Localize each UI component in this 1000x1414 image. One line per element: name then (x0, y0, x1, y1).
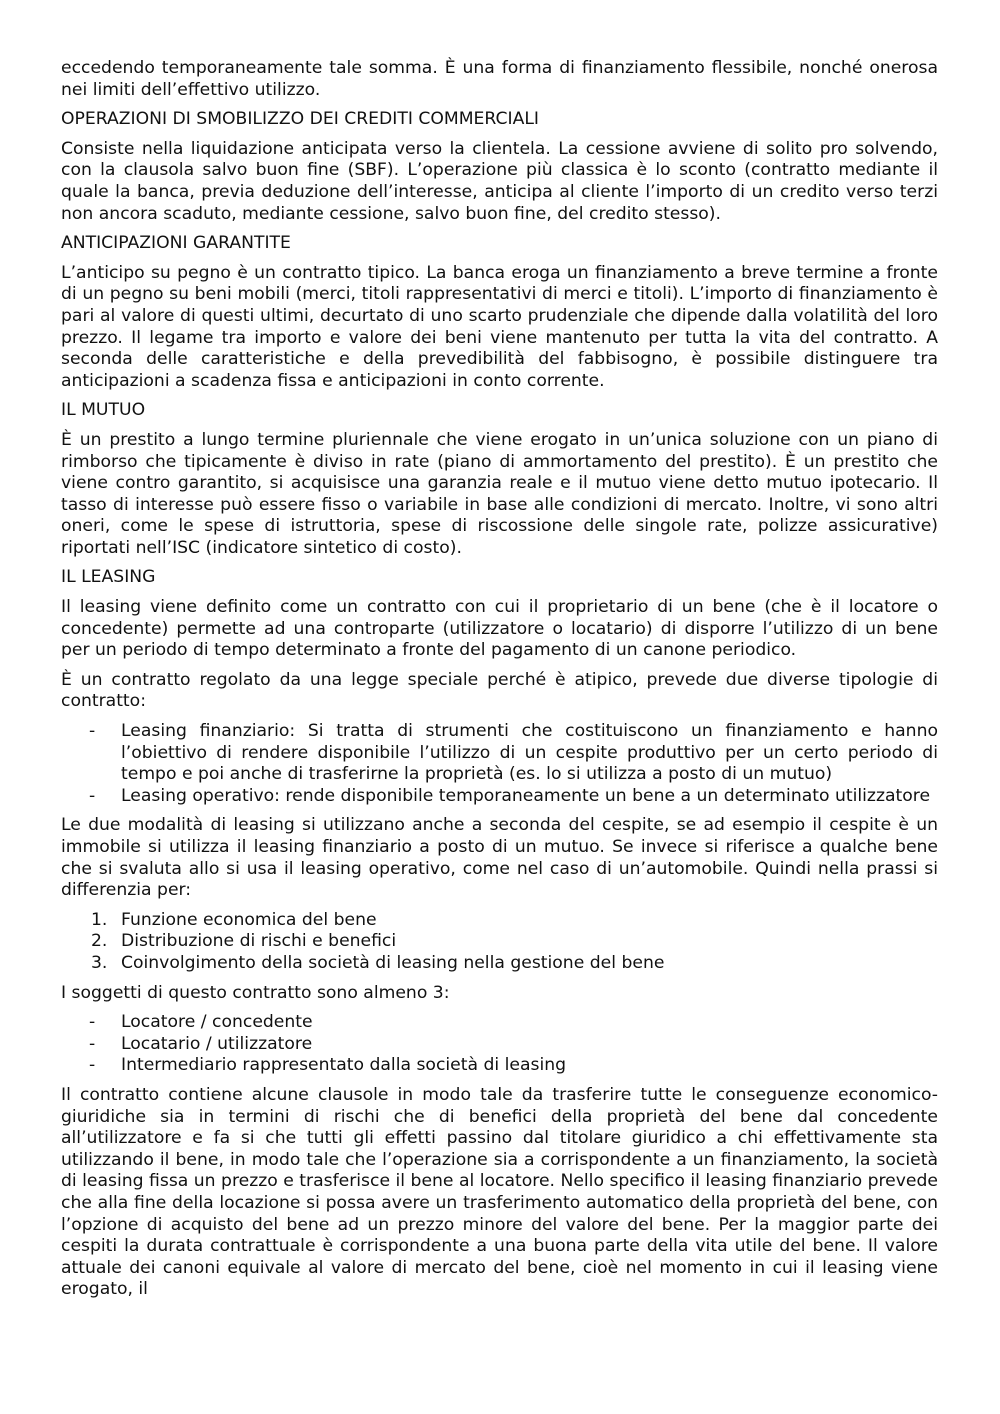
list-bullet: - (89, 1033, 96, 1054)
paragraph-leasing-definition: Il leasing viene definito come un contratto con cui il proprietario di un bene (che è il locatore o concedente) permette ad una controparte (utilizzatore o locatario) di disporre l’utilizzo di un bene per un periodo di tempo determinato a fronte del pagamento di un canone periodico. (61, 597, 938, 661)
leasing-types-list (61, 721, 938, 807)
heading-leasing: IL LEASING (61, 567, 156, 588)
paragraph-anticipazioni: L’anticipo su pegno è un contratto tipico. La banca eroga un finanziamento a breve termine a fronte di un pegno su beni mobili (merci, titoli rappresentativi di merci e titoli). L’importo di finanziamento è pari al valore di questi ultimi, decurtato di uno scarto prudenziale che dipende dalla volatilità del loro prezzo. Il legame tra importo e valore dei beni viene mantenuto per tutta la vita del contratto. A seconda delle caratteristiche e della prevedibilità del fabbisogno, è possibile distinguere tra anticipazioni a scadenza fissa e anticipazioni in conto corrente. (61, 262, 938, 391)
list-item (61, 1055, 938, 1077)
list-number: 3. (91, 952, 108, 973)
list-item-text: Distribuzione di rischi e benefici (121, 931, 397, 952)
list-item (61, 953, 938, 975)
paragraph-mutuo: È un prestito a lungo termine pluriennale che viene erogato in un’unica soluzione con un piano di rimborso che tipicamente è diviso in rate (piano di ammortamento del prestito). È un prestito che viene contro garantito, si acquisisce una garanzia reale e il mutuo viene detto mutuo ipotecario. Il tasso di interesse può essere fisso o variabile in base alle condizioni di mercato. Inoltre, vi sono altri oneri, come le spese di istruttoria, spese di riscossione delle singole rate, polizze assicurative) riportati nell’ISC (indicatore sintetico di costo). (61, 429, 938, 558)
list-item-text: Leasing operativo: rende disponibile temporaneamente un bene a un determinato utilizzatore (121, 785, 931, 806)
list-item (61, 786, 938, 808)
list-bullet: - (89, 1055, 96, 1076)
heading-mutuo: IL MUTUO (61, 400, 146, 421)
list-bullet: - (89, 785, 96, 806)
intro-paragraph: eccedendo temporaneamente tale somma. È una forma di finanziamento flessibile, nonché onerosa nei limiti dell’effettivo utilizzo. (61, 58, 938, 100)
leasing-parties-list (61, 1012, 938, 1077)
list-item-text: Intermediario rappresentato dalla società di leasing (121, 1055, 567, 1076)
paragraph-leasing-types-intro: È un contratto regolato da una legge speciale perché è atipico, prevede due diverse tipologie di contratto: (61, 669, 938, 712)
heading-smobilizzo: OPERAZIONI DI SMOBILIZZO DEI CREDITI COMMERCIALI (61, 109, 539, 130)
list-item-text: Funzione economica del bene (121, 909, 377, 930)
list-item-text: Locatore / concedente (121, 1012, 313, 1033)
paragraph-smobilizzo: Consiste nella liquidazione anticipata verso la clientela. La cessione avviene di solito pro solvendo, con la clausola salvo buon fine (SBF). L’operazione più classica è lo sconto (contratto mediante il quale la banca, previa deduzione dell’interesse, anticipa al cliente l’importo di un credito verso terzi non ancora scaduto, mediante cessione, salvo buon fine, del credito stesso). (61, 138, 938, 224)
heading-anticipazioni: ANTICIPAZIONI GARANTITE (61, 233, 291, 254)
list-item-text: Leasing finanziario: Si tratta di strumenti che costituiscono un finanziamento e hanno l’obiettivo di rendere disponibile l’utilizzo di un cespite produttivo per un certo periodo di tempo e poi anche di trasferirne la proprietà (es. lo si utilizza a posto di un mutuo) (121, 721, 938, 785)
list-item-text: Coinvolgimento della società di leasing nella gestione del bene (121, 952, 665, 973)
list-bullet: - (89, 1012, 96, 1033)
list-item (61, 1034, 938, 1056)
list-number: 2. (91, 931, 108, 952)
leasing-criteria-list (61, 910, 938, 975)
list-bullet: - (89, 721, 96, 742)
paragraph-leasing-clauses: Il contratto contiene alcune clausole in modo tale da trasferire tutte le conseguenze economico-giuridiche sia in termini di rischi che di benefici della proprietà del bene dal concedente all’utilizzatore e fa si che tutti gli effetti passino dal titolare giuridico a chi effettivamente sta utilizzando il bene, in modo tale che l’operazione sia a corrispondente a un finanziamento, la società di leasing fissa un prezzo e trasferisce il bene al locatore. Nello specifico il leasing finanziario prevede che alla fine della locazione si possa avere un trasferimento automatico della proprietà del bene, con l’opzione di acquisto del bene ad un prezzo minore del valore del bene. Per la maggior parte dei cespiti la durata contrattuale è corrispondente a una buona parte della vita utile del bene. Il valore attuale dei canoni equivale al valore di mercato del bene, cioè nel momento in cui il leasing viene erogato, il (61, 1084, 938, 1300)
list-item (61, 1012, 938, 1034)
paragraph-leasing-usage: Le due modalità di leasing si utilizzano anche a seconda del cespite, se ad esempio il cespite è un immobile si utilizza il leasing finanziario a posto di un mutuo. Se invece si riferisce a qualche bene che si svaluta allo si usa il leasing operativo, come nel caso di un’automobile. Quindi nella prassi si differenzia per: (61, 815, 938, 901)
list-item (61, 721, 938, 786)
paragraph-leasing-parties-intro: I soggetti di questo contratto sono almeno 3: (61, 982, 450, 1003)
list-item (61, 910, 938, 932)
document-page (61, 58, 938, 1309)
list-item (61, 931, 938, 953)
list-number: 1. (91, 909, 108, 930)
list-item-text: Locatario / utilizzatore (121, 1033, 313, 1054)
